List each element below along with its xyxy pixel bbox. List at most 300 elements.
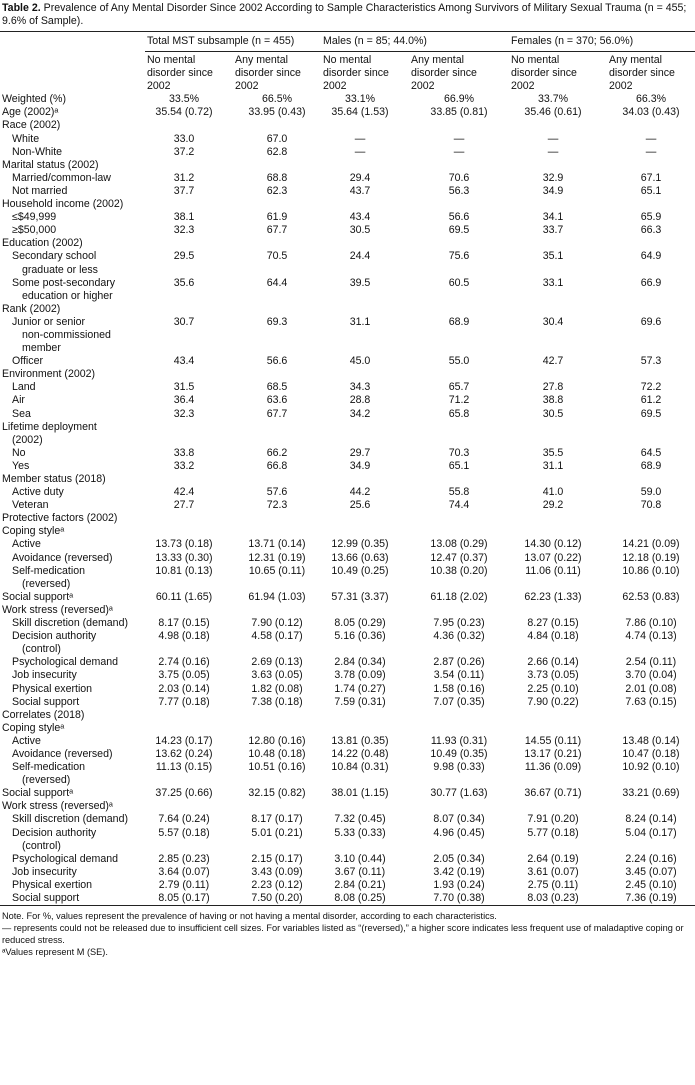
value-cell: 10.92 (0.10) — [622, 761, 680, 774]
value-cell: 2.84 (0.21) — [334, 878, 386, 891]
subheader-line: 2002 — [411, 80, 435, 93]
row-label — [0, 761, 145, 787]
value-cell: — — [645, 145, 657, 158]
subheader-no-mental-disorder — [509, 52, 607, 94]
value-cell: 13.48 (0.14) — [622, 734, 680, 747]
value-cell: 2.75 (0.11) — [527, 878, 579, 891]
row-label — [0, 813, 145, 826]
subheader-line: disorder since — [235, 67, 301, 80]
value-cell: 31.2 — [173, 171, 195, 184]
table-row — [0, 853, 695, 866]
value-cell: 35.6 — [173, 276, 195, 289]
value-cell: 4.96 (0.45) — [433, 826, 485, 839]
value-cell: 7.07 (0.35) — [433, 695, 485, 708]
value-cell: 33.95 (0.43) — [248, 106, 306, 119]
row-label-line: Skill discretion (demand) — [12, 617, 128, 630]
value-cell — [145, 709, 233, 722]
value-cell: 1.93 (0.24) — [433, 878, 485, 891]
row-label — [0, 381, 145, 394]
value-cell — [509, 237, 607, 250]
value-cell: 8.05 (0.29) — [334, 617, 386, 630]
value-cell — [409, 159, 509, 172]
caption-text: Prevalence of Any Mental Disorder Since 2002 According to Sample Characteristics Among Survivors of Military Sexual Trauma (n = 455; 9.6% of Sample). — [2, 2, 687, 27]
value-cell — [145, 512, 233, 525]
value-cell — [607, 159, 695, 172]
row-label — [0, 355, 145, 368]
row-label — [0, 159, 145, 172]
value-cell: 65.1 — [448, 459, 470, 472]
value-cell: 29.4 — [349, 171, 371, 184]
value-cell: — — [453, 145, 465, 158]
value-cell: 4.74 (0.13) — [625, 630, 677, 643]
value-cell: 7.90 (0.22) — [527, 695, 579, 708]
value-cell — [509, 525, 607, 538]
row-label — [0, 735, 145, 748]
value-cell: 1.82 (0.08) — [251, 682, 303, 695]
row-label — [0, 892, 145, 905]
table-row — [0, 892, 695, 905]
value-cell: 3.54 (0.11) — [433, 669, 485, 682]
value-cell — [509, 473, 607, 486]
value-cell — [321, 159, 409, 172]
value-cell: 2.23 (0.12) — [251, 878, 303, 891]
table-row — [0, 250, 695, 276]
row-label-line: Psychological demand — [12, 852, 118, 865]
table-row — [0, 486, 695, 499]
subheader-line: disorder since — [511, 67, 577, 80]
subheader-any-mental-disorder — [409, 52, 509, 94]
value-cell: 13.07 (0.22) — [524, 551, 582, 564]
table-row — [0, 617, 695, 630]
table-row — [0, 565, 695, 591]
value-cell: 56.6 — [448, 211, 470, 224]
value-cell: 31.1 — [542, 459, 564, 472]
row-label — [0, 133, 145, 146]
value-cell: 2.79 (0.11) — [158, 878, 210, 891]
table-row — [0, 722, 695, 735]
row-label-line: Land — [12, 381, 36, 394]
row-label-line: Not married — [12, 184, 68, 197]
value-cell — [233, 604, 321, 617]
table-row — [0, 277, 695, 303]
value-cell: 34.9 — [542, 184, 564, 197]
value-cell: 14.22 (0.48) — [331, 747, 389, 760]
value-cell — [607, 800, 695, 813]
value-cell — [145, 604, 233, 617]
subheader-line: 2002 — [235, 80, 259, 93]
table-row — [0, 119, 695, 132]
row-label-line: Skill discretion (demand) — [12, 813, 128, 826]
value-cell: 7.86 (0.10) — [625, 617, 677, 630]
value-cell — [607, 604, 695, 617]
table-row — [0, 552, 695, 565]
row-label-line: (reversed) — [22, 774, 71, 787]
value-cell: 43.7 — [349, 184, 371, 197]
row-label — [0, 421, 145, 447]
value-cell: 43.4 — [173, 355, 195, 368]
row-label-line: Air — [12, 394, 25, 407]
table-row — [0, 827, 695, 853]
table-row — [0, 866, 695, 879]
value-cell — [607, 368, 695, 381]
value-cell: 8.03 (0.23) — [527, 892, 579, 904]
value-cell: 2.15 (0.17) — [251, 852, 303, 865]
value-cell: 10.51 (0.16) — [248, 761, 306, 774]
row-label — [0, 93, 145, 106]
value-cell: 5.04 (0.17) — [625, 826, 677, 839]
row-label-line: (2002) — [12, 433, 43, 446]
value-cell — [233, 198, 321, 211]
value-cell — [409, 473, 509, 486]
subheader-any-mental-disorder — [607, 52, 695, 94]
row-label-line: Weighted (%) — [2, 93, 66, 106]
value-cell: 69.5 — [448, 224, 470, 237]
value-cell — [321, 525, 409, 538]
value-cell: 36.67 (0.71) — [524, 787, 582, 800]
value-cell: — — [645, 132, 657, 145]
group-total: Total MST subsample (n = 455) — [147, 35, 295, 47]
row-label-line: Work stress (reversed)ᵃ — [2, 800, 113, 813]
subheader-line: Any mental — [411, 54, 464, 66]
row-label-line: Physical exertion — [12, 878, 93, 891]
row-label-line: Social support — [12, 892, 80, 904]
value-cell: 67.1 — [640, 171, 662, 184]
subheader-line: Any mental — [609, 54, 662, 66]
row-label-line: Officer — [12, 355, 44, 368]
value-cell — [321, 198, 409, 211]
value-cell: 30.77 (1.63) — [430, 787, 488, 800]
value-cell: 72.2 — [640, 381, 662, 394]
value-cell: 62.23 (1.33) — [524, 590, 582, 603]
row-label-line: Secondary school — [12, 250, 97, 263]
row-label — [0, 827, 145, 853]
value-cell: 60.5 — [448, 276, 470, 289]
value-cell — [607, 198, 695, 211]
value-cell: 32.3 — [173, 224, 195, 237]
row-label — [0, 277, 145, 303]
subheader-line: disorder since — [411, 67, 477, 80]
group-header-row — [0, 32, 695, 51]
subheader-line: Any mental — [235, 54, 288, 66]
value-cell — [607, 119, 695, 132]
value-cell: 12.31 (0.19) — [248, 551, 306, 564]
value-cell: 66.5% — [261, 93, 293, 106]
row-label-line: Job insecurity — [12, 669, 77, 682]
subheader-line: No mental — [147, 54, 196, 66]
value-cell: 4.58 (0.17) — [251, 630, 303, 643]
value-cell — [607, 237, 695, 250]
table-caption — [0, 0, 695, 28]
value-cell: 68.9 — [640, 459, 662, 472]
value-cell: 1.58 (0.16) — [433, 682, 485, 695]
value-cell: 9.98 (0.33) — [433, 761, 485, 774]
row-label-line: Social supportᵃ — [2, 590, 74, 603]
row-label — [0, 316, 145, 355]
table-row — [0, 447, 695, 460]
value-cell: 10.49 (0.35) — [430, 747, 488, 760]
value-cell: 31.1 — [349, 315, 371, 328]
row-label — [0, 447, 145, 460]
value-cell: 2.03 (0.14) — [158, 682, 210, 695]
table-row — [0, 408, 695, 421]
value-cell: 2.69 (0.13) — [251, 656, 303, 669]
value-cell — [233, 303, 321, 316]
subheader-line: 2002 — [323, 80, 347, 93]
value-cell: 33.5% — [168, 93, 200, 106]
value-cell: 29.7 — [349, 446, 371, 459]
row-label-line: Age (2002)ᵃ — [2, 106, 59, 119]
value-cell: 31.5 — [173, 381, 195, 394]
value-cell: 8.27 (0.15) — [527, 617, 579, 630]
value-cell: 68.9 — [448, 315, 470, 328]
value-cell: 12.47 (0.37) — [430, 551, 488, 564]
value-cell: 30.5 — [349, 224, 371, 237]
value-cell — [409, 303, 509, 316]
row-label-line: Veteran — [12, 499, 49, 512]
value-cell: 13.81 (0.35) — [331, 734, 389, 747]
row-label — [0, 604, 145, 617]
table-notes — [0, 910, 695, 958]
value-cell: 10.81 (0.13) — [155, 564, 213, 577]
value-cell: 7.77 (0.18) — [158, 695, 210, 708]
value-cell — [509, 303, 607, 316]
value-cell: 56.3 — [448, 184, 470, 197]
table-row — [0, 159, 695, 172]
row-label — [0, 512, 145, 525]
row-label-line: Some post-secondary — [12, 276, 116, 289]
value-cell: 35.64 (1.53) — [331, 106, 389, 119]
row-label — [0, 538, 145, 551]
value-cell: 66.3 — [640, 224, 662, 237]
value-cell: 3.73 (0.05) — [527, 669, 579, 682]
value-cell: 64.9 — [640, 250, 662, 263]
value-cell: 66.8 — [266, 459, 288, 472]
value-cell: 33.85 (0.81) — [430, 106, 488, 119]
value-cell: 28.8 — [349, 394, 371, 407]
value-cell: 14.55 (0.11) — [524, 734, 582, 747]
value-cell — [607, 512, 695, 525]
table-row — [0, 696, 695, 709]
table-row — [0, 604, 695, 617]
value-cell: 34.3 — [349, 381, 371, 394]
table-row — [0, 224, 695, 237]
value-cell — [509, 368, 607, 381]
value-cell: 13.08 (0.29) — [430, 538, 488, 551]
value-cell: 71.2 — [448, 394, 470, 407]
row-label-line: Marital status (2002) — [2, 158, 99, 171]
value-cell: 11.36 (0.09) — [524, 761, 582, 774]
value-cell — [233, 722, 321, 735]
row-label-line: ≥$50,000 — [12, 224, 57, 237]
value-cell: 34.03 (0.43) — [622, 106, 680, 119]
value-cell: 7.91 (0.20) — [527, 813, 579, 826]
row-label — [0, 368, 145, 381]
value-cell: 64.5 — [640, 446, 662, 459]
subheader-line: 2002 — [511, 80, 535, 93]
caption-label: Table 2. — [2, 2, 41, 14]
row-label-line: Decision authority — [12, 826, 97, 839]
value-cell — [409, 709, 509, 722]
row-label — [0, 853, 145, 866]
row-label-line: Self-medication — [12, 564, 86, 577]
value-cell: 62.3 — [266, 184, 288, 197]
value-cell: 35.5 — [542, 446, 564, 459]
value-cell — [233, 421, 321, 447]
value-cell: 69.5 — [640, 407, 662, 420]
value-cell: 59.0 — [640, 486, 662, 499]
table-row — [0, 303, 695, 316]
table-row — [0, 525, 695, 538]
subheader-line: disorder since — [147, 67, 213, 80]
value-cell: 74.4 — [448, 499, 470, 512]
row-label-line: non-commissioned — [22, 328, 111, 341]
value-cell: 34.1 — [542, 211, 564, 224]
value-cell: 66.9% — [443, 93, 475, 106]
row-label-line: White — [12, 132, 40, 145]
value-cell: 35.46 (0.61) — [524, 106, 582, 119]
value-cell: 68.8 — [266, 171, 288, 184]
value-cell — [409, 421, 509, 447]
value-cell: 70.6 — [448, 171, 470, 184]
value-cell — [509, 198, 607, 211]
row-label — [0, 525, 145, 538]
value-cell: 2.05 (0.34) — [433, 852, 485, 865]
value-cell: 33.7% — [537, 93, 569, 106]
value-cell: 29.5 — [173, 250, 195, 263]
row-label-line: Decision authority — [12, 630, 97, 643]
row-label-line: graduate or less — [22, 263, 98, 276]
value-cell: 30.4 — [542, 315, 564, 328]
value-cell: 67.7 — [266, 407, 288, 420]
value-cell — [145, 722, 233, 735]
value-cell — [145, 525, 233, 538]
value-cell: 33.2 — [173, 459, 195, 472]
value-cell: 5.77 (0.18) — [527, 826, 579, 839]
subheader-line: No mental — [511, 54, 560, 66]
value-cell — [509, 421, 607, 447]
value-cell: 70.8 — [640, 499, 662, 512]
value-cell: 10.65 (0.11) — [248, 564, 306, 577]
table-row — [0, 146, 695, 159]
row-label — [0, 119, 145, 132]
table-row — [0, 735, 695, 748]
value-cell: 5.01 (0.21) — [251, 826, 303, 839]
value-cell: 62.8 — [266, 145, 288, 158]
row-label-line: (control) — [22, 839, 61, 852]
value-cell: 3.63 (0.05) — [251, 669, 303, 682]
value-cell — [509, 512, 607, 525]
value-cell: 33.1 — [542, 276, 564, 289]
value-cell: 8.05 (0.17) — [158, 892, 210, 904]
row-label-line: Coping styleᵃ — [2, 525, 65, 538]
row-label-line: Race (2002) — [2, 119, 61, 132]
value-cell — [145, 198, 233, 211]
row-label-line: Household income (2002) — [2, 198, 124, 211]
value-cell: 44.2 — [349, 486, 371, 499]
row-label — [0, 146, 145, 159]
subheader-line: disorder since — [609, 67, 675, 80]
subheader-row — [0, 52, 695, 94]
row-label-line: Junior or senior — [12, 315, 86, 328]
row-label-line: Work stress (reversed)ᵃ — [2, 603, 113, 616]
row-label — [0, 237, 145, 250]
value-cell: 5.16 (0.36) — [334, 630, 386, 643]
value-cell: 3.67 (0.11) — [334, 865, 386, 878]
table-row — [0, 591, 695, 604]
value-cell: 13.33 (0.30) — [155, 551, 213, 564]
value-cell: 70.3 — [448, 446, 470, 459]
value-cell: 61.9 — [266, 211, 288, 224]
row-label — [0, 879, 145, 892]
value-cell — [409, 512, 509, 525]
value-cell — [409, 119, 509, 132]
value-cell: 2.64 (0.19) — [527, 852, 579, 865]
row-label-line: Social support — [12, 695, 80, 708]
value-cell: 12.18 (0.19) — [622, 551, 680, 564]
value-cell — [321, 303, 409, 316]
value-cell — [607, 421, 695, 447]
value-cell: 61.94 (1.03) — [248, 590, 306, 603]
bottom-rule — [0, 905, 695, 906]
value-cell: 27.8 — [542, 381, 564, 394]
value-cell: 75.6 — [448, 250, 470, 263]
value-cell — [321, 512, 409, 525]
row-label — [0, 172, 145, 185]
value-cell: 32.9 — [542, 171, 564, 184]
value-cell — [607, 473, 695, 486]
value-cell: 35.1 — [542, 250, 564, 263]
row-label — [0, 499, 145, 512]
row-label — [0, 211, 145, 224]
value-cell — [607, 525, 695, 538]
value-cell — [321, 119, 409, 132]
table-row — [0, 316, 695, 355]
value-cell: 32.15 (0.82) — [248, 787, 306, 800]
row-label-line: Protective factors (2002) — [2, 512, 118, 525]
value-cell — [409, 722, 509, 735]
value-cell: 1.74 (0.27) — [334, 682, 386, 695]
value-cell: — — [547, 132, 559, 145]
row-label-line: education or higher — [22, 289, 113, 302]
value-cell: 7.38 (0.18) — [251, 695, 303, 708]
table-row — [0, 709, 695, 722]
value-cell: 8.08 (0.25) — [334, 892, 386, 904]
value-cell: 2.45 (0.10) — [625, 878, 677, 891]
value-cell: 63.6 — [266, 394, 288, 407]
table-row — [0, 748, 695, 761]
row-label-line: Non-White — [12, 145, 63, 158]
value-cell: 34.2 — [349, 407, 371, 420]
value-cell: 72.3 — [266, 499, 288, 512]
value-cell: 14.23 (0.17) — [155, 734, 213, 747]
value-cell — [321, 237, 409, 250]
table-row — [0, 460, 695, 473]
value-cell: 61.18 (2.02) — [430, 590, 488, 603]
value-cell: 27.7 — [173, 499, 195, 512]
value-cell — [321, 368, 409, 381]
value-cell: 11.93 (0.31) — [430, 734, 488, 747]
value-cell: 66.3% — [635, 93, 667, 106]
row-label-line: Active — [12, 538, 41, 551]
value-cell: 7.64 (0.24) — [158, 813, 210, 826]
table-row — [0, 787, 695, 800]
row-label — [0, 656, 145, 669]
value-cell: 67.7 — [266, 224, 288, 237]
value-cell: 3.45 (0.07) — [625, 865, 677, 878]
value-cell: 69.3 — [266, 315, 288, 328]
table-row — [0, 800, 695, 813]
value-cell: 12.99 (0.35) — [331, 538, 389, 551]
